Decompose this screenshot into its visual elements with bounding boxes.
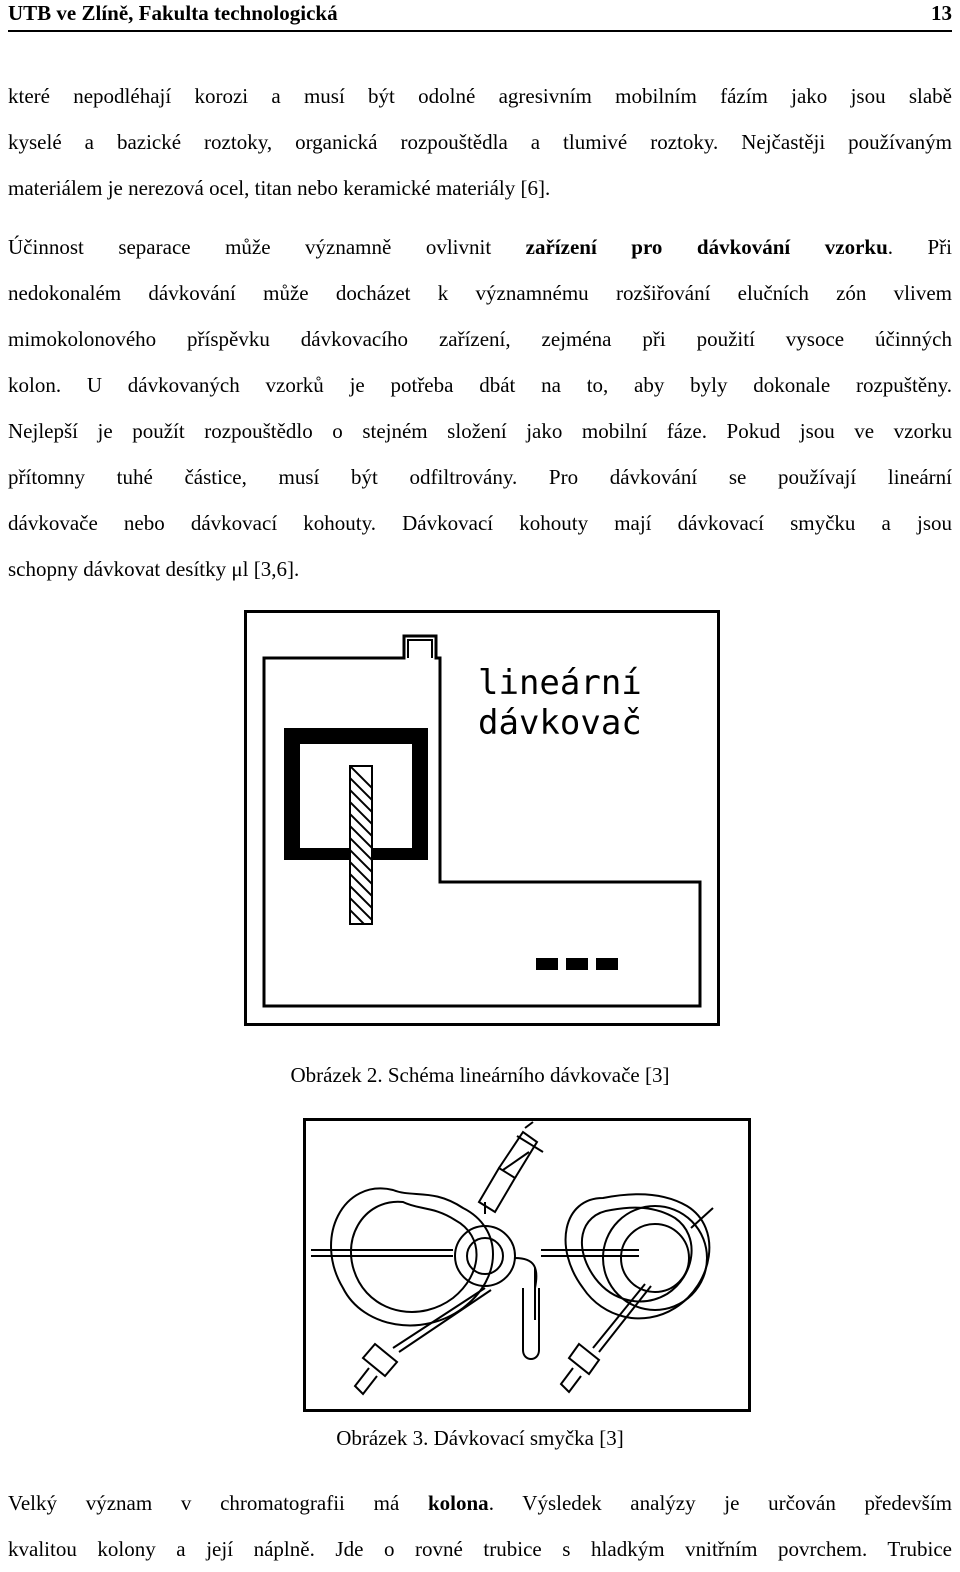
text-line: kolon. U dávkovaných vzorků je potřeba dbát na to, aby byly dokonale rozpuštěny.: [8, 373, 952, 397]
header-title: UTB ve Zlíně, Fakulta technologická: [8, 1, 338, 25]
text-run: Velký význam v chromatografii má: [8, 1491, 428, 1515]
text-run: Účinnost separace může významně ovlivnit: [8, 235, 526, 259]
bold-term: kolona: [427, 1491, 489, 1515]
text-run: . Při: [887, 235, 952, 259]
figure-sample-loop: [303, 1118, 751, 1412]
cylinder-top-wall: [284, 728, 428, 744]
display-dash: [596, 958, 618, 970]
text-line: mimokolonového příspěvku dávkovacího zařízení, zejména při použití vysoce účinných: [8, 327, 952, 351]
text-line: které nepodléhají korozi a musí být odolné agresivním mobilním fázím jako jsou slabě: [8, 84, 952, 108]
page-number: 13: [931, 1, 952, 25]
page-header: [8, 0, 952, 32]
text-line: [8, 1480, 952, 1526]
figure-frame: [305, 1120, 750, 1411]
piston-rod: [344, 760, 378, 938]
text-line: kyselé a bazické roztoky, organická rozpouštědla a tlumivé roztoky. Nejčastěji používaným: [8, 130, 952, 154]
figure-caption: Obrázek 2. Schéma lineárního dávkovače [3]: [290, 1063, 670, 1087]
paragraph-materials: [8, 73, 952, 211]
text-line: kvalitou kolony a její náplně. Jde o rovné trubice s hladkým vnitřním povrchem. Trubice: [8, 1537, 952, 1561]
text-line: dávkovače nebo dávkovací kohouty. Dávkovací kohouty mají dávkovací smyčku a jsou: [8, 511, 952, 535]
text-line: [8, 224, 952, 270]
display-dash: [536, 958, 558, 970]
cylinder-right-wall: [412, 728, 428, 858]
text-line: nedokonalém dávkování může docházet k významnému rozšiřování elučních zón vlivem: [8, 281, 952, 305]
label-line-1: lineární: [478, 663, 642, 703]
label-line-2: dávkovač: [478, 703, 642, 743]
cylinder-left-wall: [284, 728, 300, 858]
bold-term: zařízení pro dávkování vzorku: [525, 235, 888, 259]
text-line: schopny dávkovat desítky μl [3,6].: [8, 557, 300, 581]
paragraph-sample-injection: [8, 224, 952, 592]
display-dash: [566, 958, 588, 970]
text-line: přítomny tuhé částice, musí být odfiltrovány. Pro dávkování se používají lineární: [8, 465, 952, 489]
paragraph-column: [8, 1480, 952, 1572]
text-line: Nejlepší je použít rozpouštědlo o stejném složení jako mobilní fáze. Pokud jsou ve vzorku: [8, 419, 952, 443]
text-line: materiálem je nerezová ocel, titan nebo keramické materiály [6].: [8, 176, 551, 200]
text-run: . Výsledek analýzy je určován především: [488, 1491, 953, 1515]
figure-caption: Obrázek 3. Dávkovací smyčka [3]: [336, 1426, 624, 1450]
figure-linear-injector: [244, 610, 720, 1026]
